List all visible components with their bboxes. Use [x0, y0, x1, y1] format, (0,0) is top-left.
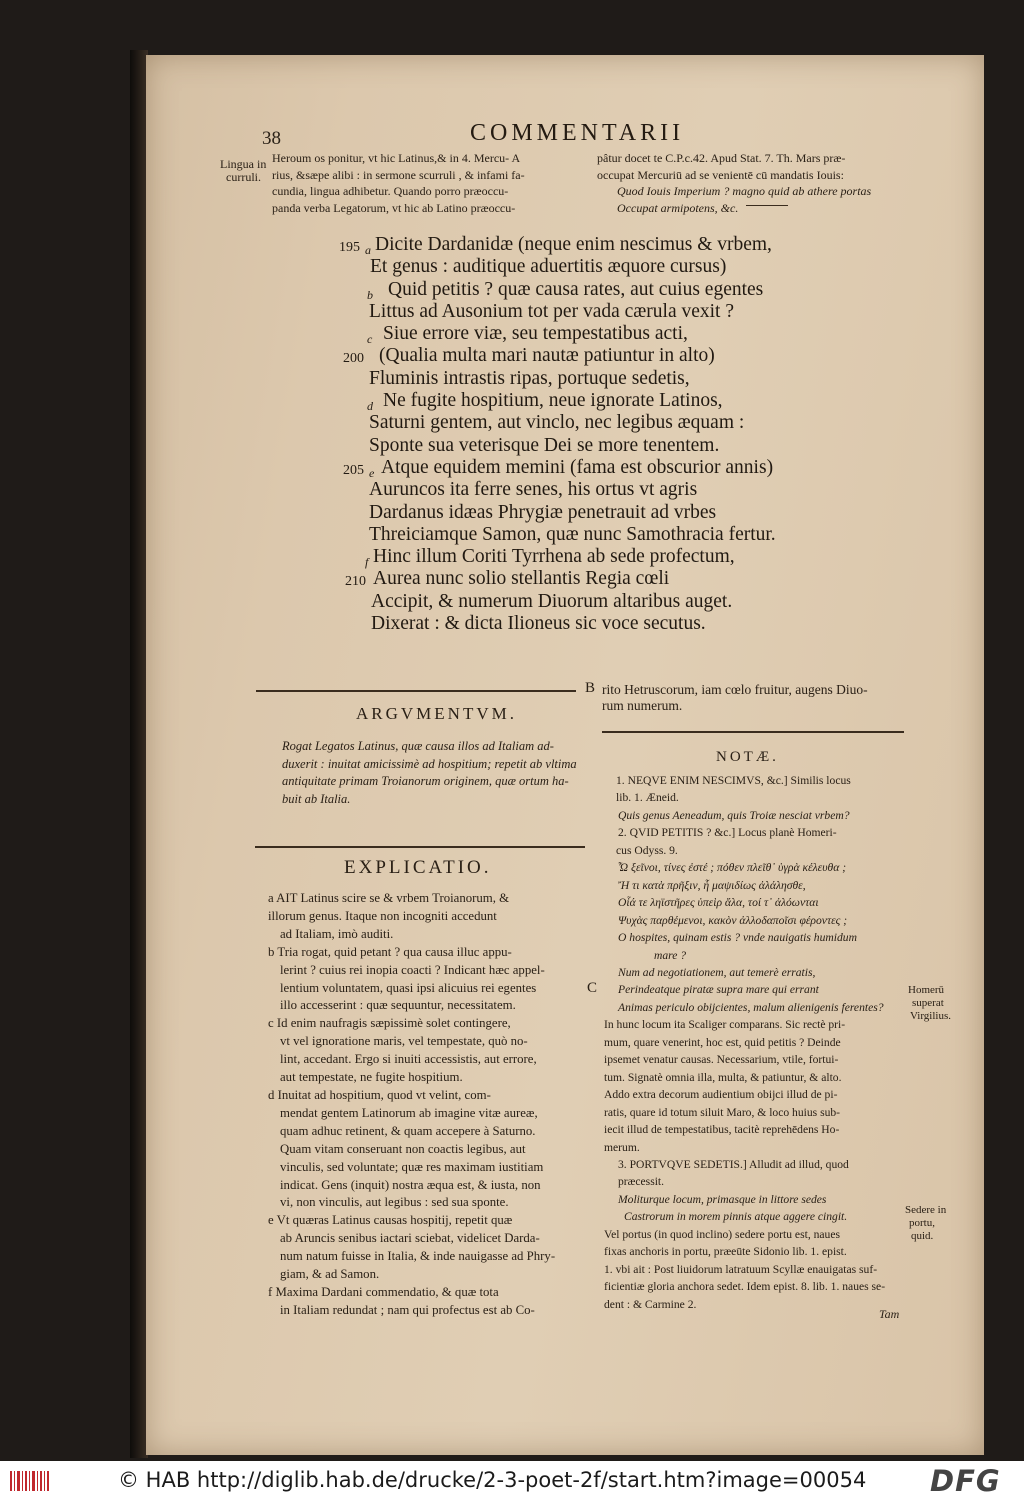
top-note-line: Quod Iouis Imperium ? magno quid ab athere portas — [617, 184, 872, 198]
notae-line: iecit illud de tempestatibus, tacitè reprehēdens Ho- — [604, 1123, 840, 1137]
top-note-line: rius, &sæpe alibi : in sermone scurruli , & infami fa- — [272, 167, 525, 182]
notae-line: Num ad negotiationem, aut temerè erratis, — [618, 965, 816, 979]
explicatio-line: num natum fuisse in Italia, & inde nauigasse ad Phry- — [280, 1249, 556, 1264]
explicatio-line: quam adhuc retinent, & quam accepere à Saturno. — [280, 1123, 536, 1138]
verse-number: 200 — [343, 351, 364, 367]
verse-number: 210 — [345, 574, 366, 590]
right-top-text — [602, 682, 912, 714]
explicatio-line: ab Aruncis senibus iactari sciebat, videlicet Darda- — [280, 1231, 540, 1246]
explicatio-text — [268, 890, 588, 1320]
notae-line: mare ? — [654, 948, 687, 962]
notae-line: O hospites, quinam estis ? vnde nauigatis humidum — [618, 931, 857, 945]
notae-line: ipsemet venatur causas. Necessarium, vtile, fortui- — [604, 1053, 839, 1067]
verse-block — [335, 234, 855, 635]
verse-mark: d — [367, 399, 373, 414]
verse-line — [335, 591, 855, 613]
explicatio-line: illo accesserint : quæ sequuntur, necessitatem. — [280, 998, 516, 1013]
verse-line — [335, 390, 855, 412]
verse-text: Et genus : auditique aduertitis æquore cursus) — [370, 256, 727, 278]
verse-line — [335, 435, 855, 457]
margin-note-line: Sedere in — [905, 1204, 947, 1216]
verse-line — [335, 323, 855, 345]
argumentum-top-rule — [256, 690, 576, 692]
top-note-line: pâtur docet te C.P.c.42. Apud Stat. 7. Th. Mars præ- — [597, 151, 846, 165]
margin-note-line: portu, — [909, 1217, 935, 1229]
verse-mark: e — [369, 465, 375, 480]
page-number: 38 — [262, 128, 281, 149]
notae-line: fixas anchoris in portu, præeūte Sidonio lib. 1. epist. — [604, 1245, 847, 1259]
explicatio-line: vinculis, sed voluntate; quæ res maximam iustitiam — [280, 1159, 544, 1174]
verse-line — [335, 256, 855, 278]
verse-text: Fluminis intrastis ripas, portuque sedetis, — [369, 367, 690, 389]
top-note-line: occupat Mercuriū ad se venientē cū mandatis Iouis: — [597, 167, 844, 182]
notae-line: In hunc locum ita Scaliger comparans. Sic rectè pri- — [604, 1018, 846, 1032]
verse-line — [335, 279, 855, 301]
margin-note-line: superat — [912, 997, 944, 1009]
verse-line — [335, 234, 855, 256]
explicatio-line: Quam vitam conseruant non coactis legibus, aut — [280, 1141, 526, 1156]
verse-text: Atque equidem memini (fama est obscurior annis) — [381, 456, 774, 478]
explicatio-line: vi, non vinculis, aut legibus : sed sua sponte. — [280, 1195, 509, 1210]
notae-line: tum. Signatè omnia illa, multa, & patiuntur, & alto. — [604, 1070, 842, 1084]
top-note-line: Heroum os ponitur, vt hic Latinus,& in 4. Mercu- A — [272, 151, 521, 165]
verse-mark: f — [365, 555, 369, 570]
verse-line — [335, 524, 855, 546]
notae-line: 1. vbi ait : Post liuidorum latratuum Scyllæ enauigatas suf- — [604, 1262, 878, 1276]
notae-line: lib. 1. Æneid. — [616, 791, 679, 805]
verse-text: Ne fugite hospitium, neue ignorate Latinos, — [383, 390, 723, 412]
explicatio-line: f Maxima Dardani commendatio, & quæ tota — [268, 1284, 499, 1299]
margin-label-line: curruli. — [226, 170, 261, 184]
argumentum-line: antiquitate primam Troianorum originem, quæ ortum ha- — [282, 774, 569, 788]
top-note-line: cundia, lingua adhibetur. Quando porro præoccu- — [272, 184, 509, 198]
verse-mark: b — [367, 287, 373, 302]
verse-line — [335, 502, 855, 524]
margin-note-sedere — [905, 1204, 946, 1243]
explicatio-line: lerint ? cuius rei inopia coacti ? Indicant hæc appel- — [280, 962, 545, 977]
notae-line: Perindeatque piratæ supra mare qui errant — [618, 983, 819, 997]
verse-text: Dardanus idæas Phrygiæ penetrauit ad vrbes — [369, 501, 717, 523]
marker-b: B — [585, 680, 596, 696]
dfg-logo: DFG — [930, 1464, 1001, 1498]
notae-line: Ὦ ξεῖνοι, τίνες ἐστέ ; πόθεν πλεῖθ᾽ ὑγρὰ κέλευθα ; — [618, 861, 847, 875]
notae-line: Ψυχὰς παρθέμενοι, κακὸν ἀλλοδαποῖσι φέροντες ; — [618, 913, 848, 927]
notae-line: Moliturque locum, primasque in littore sedes — [618, 1192, 827, 1206]
explicatio-line: e Vt quæras Latinus causas hospitij, repetit quæ — [268, 1213, 513, 1228]
argumentum-title: ARGVMENTVM. — [356, 704, 517, 723]
verse-line — [335, 368, 855, 390]
argumentum-text — [282, 738, 582, 808]
verse-text: Saturni gentem, aut vinclo, nec legibus æquam : — [369, 412, 745, 434]
margin-note-line: quid. — [911, 1230, 934, 1242]
verse-line — [335, 412, 855, 434]
notae-line: mum, quare venerint, hoc est, quid petitis ? Deinde — [604, 1035, 841, 1049]
verse-text: Littus ad Ausonium tot per vada cærula vexit ? — [369, 300, 735, 322]
verse-line — [335, 301, 855, 323]
explicatio-line: giam, & ad Samon. — [280, 1267, 380, 1282]
verse-text: Accipit, & numerum Diuorum altaribus auget. — [371, 590, 733, 612]
marker-c: C — [587, 980, 598, 996]
right-top-line: rito Hetruscorum, iam cœlo fruitur, augens Diuo- — [602, 682, 868, 697]
explicatio-title: EXPLICATIO. — [344, 857, 492, 878]
explicatio-line: c Id enim naufragis sæpissimè solet contingere, — [268, 1016, 511, 1031]
verse-line — [335, 568, 855, 590]
verse-text: Quid petitis ? quæ causa rates, aut cuius egentes — [388, 278, 764, 300]
verse-text: Auruncos ita ferre senes, his ortus vt agris — [369, 479, 698, 501]
margin-note-line: Homerū — [908, 984, 945, 996]
notae-line: ratis, quare id totum siluit Maro, & loco huius sub- — [604, 1105, 841, 1119]
margin-note-homerus — [908, 984, 951, 1023]
explicatio-line: in Italiam redundat ; nam qui profectus est ab Co- — [280, 1302, 535, 1317]
notae-text — [604, 772, 910, 1313]
verse-line — [335, 479, 855, 501]
verse-text: Hinc illum Coriti Tyrrhena ab sede profectum, — [373, 546, 735, 568]
argumentum-line: Rogat Legatos Latinus, quæ causa illos ad Italiam ad- — [282, 739, 554, 753]
explicatio-line: lentium voluntatem, quasi ipsi alicuius rei egentes — [280, 980, 537, 995]
notae-line: cus Odyss. 9. — [616, 843, 678, 857]
explicatio-line: vt vel ignoratione maris, vel tempestate, quò no- — [280, 1034, 528, 1049]
verse-line — [335, 546, 855, 568]
margin-note-line: Virgilius. — [910, 1010, 952, 1022]
top-note-left — [272, 150, 592, 216]
verse-text: Aurea nunc solio stellantis Regia cœli — [373, 568, 670, 590]
notae-line: Ἤ τι κατὰ πρῆξιν, ἦ μαψιδίως ἀλάλησθε, — [618, 878, 806, 892]
verse-line — [335, 613, 855, 635]
notae-line: 2. QVID PETITIS ? &c.] Locus planè Homeri- — [618, 826, 837, 840]
notae-line: Addo extra decorum audientium obijci illud de pi- — [604, 1088, 838, 1102]
notae-line: 1. NEQVE ENIM NESCIMVS, &c.] Similis locus — [616, 774, 851, 787]
top-note-line: panda verba Legatorum, vt hic ab Latino præoccu- — [272, 200, 516, 215]
verse-text: Dicite Dardanidæ (neque enim nescimus & vrbem, — [375, 234, 772, 255]
notae-line: Οἷά τε ληϊστῆρες ὑπεὶρ ἅλα, τοί τ᾽ ἀλόωνται — [618, 896, 819, 910]
explicatio-top-rule — [255, 846, 585, 848]
catchword: Tam — [879, 1307, 900, 1321]
verse-text: Sponte sua veterisque Dei se more tenentem. — [369, 434, 720, 456]
explicatio-line: aut tempestate, ne fugite hospitium. — [280, 1070, 463, 1085]
notae-line: Castrorum in morem pinnis atque aggere cingit. — [624, 1210, 848, 1224]
running-head: COMMENTARII — [470, 120, 685, 146]
argumentum-line: duxerit : inuitat amicissimè ad hospitium; repetit ab vltima — [282, 756, 577, 771]
verse-number: 205 — [343, 462, 364, 478]
verse-line — [335, 345, 855, 367]
margin-label-lingua — [220, 158, 266, 184]
notae-line: Vel portus (in quod inclino) sedere portu est, naues — [604, 1227, 841, 1241]
top-note-line: Occupat armipotens, &c. — [617, 200, 739, 215]
notae-line: Animas periculo obijcientes, malum alienigenis ferentes? — [618, 1000, 884, 1014]
explicatio-line: d Inuitat ad hospitium, quod vt velint, com- — [268, 1087, 491, 1102]
margin-label-line: Lingua in — [220, 157, 267, 171]
verse-mark: c — [367, 332, 373, 347]
notae-line: Quis genus Aeneadum, quis Troiæ nesciat vrbem? — [618, 808, 850, 822]
explicatio-line: indicat. Gens (inquit) nostra æqua est, & iusta, non — [280, 1177, 541, 1192]
notae-line: 3. PORTVQVE SEDETIS.] Alludit ad illud, quod — [618, 1157, 849, 1171]
verse-text: Threiciamque Samon, quæ nunc Samothracia fertur. — [369, 523, 776, 545]
top-note-right — [597, 150, 917, 216]
footer-copyright-link[interactable]: © HAB http://diglib.hab.de/drucke/2-3-poet-2f/start.htm?image=00054 — [118, 1468, 867, 1492]
verse-text: (Qualia multa mari nautæ patiuntur in alto) — [379, 345, 715, 367]
verse-number: 195 — [339, 240, 360, 255]
verse-text: Dixerat : & dicta Ilioneus sic voce secutus. — [371, 613, 706, 635]
explicatio-line: ad Italiam, imò auditi. — [280, 926, 394, 941]
explicatio-line: illorum genus. Itaque non incogniti accedunt — [268, 908, 497, 923]
barcode-logo-icon — [8, 1467, 52, 1495]
explicatio-line: lint, accedant. Ergo si inuiti accessistis, aut errore, — [280, 1052, 537, 1067]
notae-line: dent : & Carmine 2. — [604, 1297, 697, 1311]
verse-mark: a — [365, 243, 371, 257]
explicatio-line: a AIT Latinus scire se & vrbem Troianorum, & — [268, 891, 510, 905]
notae-title: NOTÆ. — [716, 749, 779, 765]
explicatio-line: mendat gentem Latinorum ab imagine vitæ aureæ, — [280, 1105, 538, 1120]
right-top-line: rum numerum. — [602, 698, 683, 713]
verse-text: Siue errore viæ, seu tempestatibus acti, — [383, 323, 688, 345]
explicatio-line: b Tria rogat, quid petant ? qua causa illuc appu- — [268, 944, 512, 959]
top-note-end-rule — [746, 205, 788, 206]
notae-line: merum. — [604, 1140, 640, 1154]
notae-top-rule — [602, 731, 904, 733]
notae-line: ficientiæ gloria anchora sedet. Idem epist. 8. lib. 1. naues se- — [604, 1280, 886, 1294]
verse-line — [335, 457, 855, 479]
argumentum-line: buit ab Italia. — [282, 791, 351, 806]
notae-line: præcessit. — [618, 1175, 665, 1189]
